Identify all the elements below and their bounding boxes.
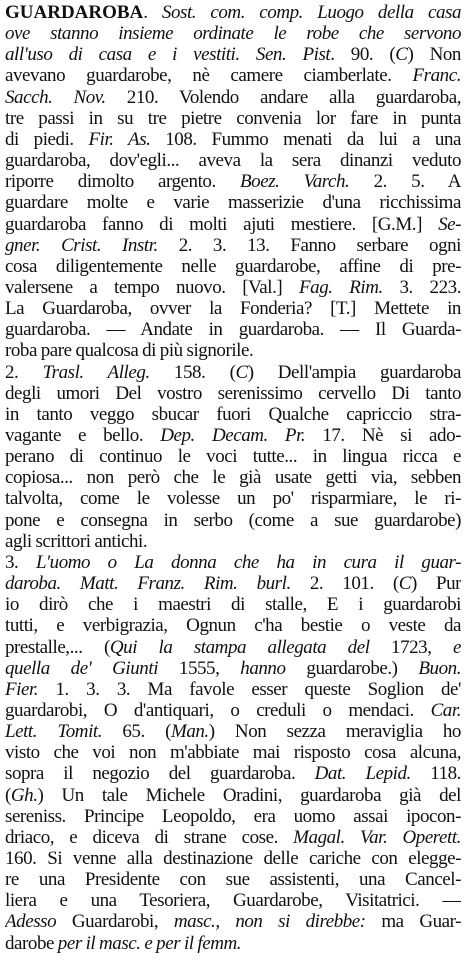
italic-text: quella de' Giunti	[5, 657, 159, 679]
text-run: io dirò che i maestri di stalle, E i guardarobi	[5, 594, 461, 616]
text-run: guardare molte e varie masserizie d'una ricchissima	[5, 192, 461, 214]
text-run: guardarobi, O d'antiquari, o creduli o mendaci.	[5, 699, 431, 721]
text-run: visto che voi non m'abbiate mai risposto cosa alcuna,	[5, 742, 461, 764]
headword: GUARDAROBA	[5, 2, 144, 23]
italic-text: hanno	[240, 657, 286, 679]
text-run: 3. 223.	[382, 276, 461, 298]
italic-text: Fier.	[5, 678, 39, 700]
italic-text: per il masc. e per il femm.	[57, 932, 242, 954]
text-run: 108. Fummo menati da lui a una	[150, 128, 461, 150]
italic-text: C	[235, 361, 248, 383]
italic-text: Man.	[170, 721, 209, 743]
text-run: avevano guardarobe, nè camere ciamberlate.	[5, 65, 413, 87]
text-run: 210. Volendo andare alla guardaroba,	[105, 86, 461, 108]
text-run: ) Un tale Michele Oradini, guardaroba già del	[37, 784, 461, 806]
italic-text: C	[398, 573, 411, 594]
text-run: 3.	[5, 551, 36, 573]
text-run: copiosa... non però che le già usate getti via, sebben	[5, 467, 461, 489]
italic-text: Franc.	[412, 65, 461, 87]
text-run: di piedi.	[5, 128, 89, 150]
text-run: prestalle,... (	[5, 636, 110, 658]
text-run: 65. (	[102, 721, 171, 743]
text-run: vagante e bello.	[5, 425, 161, 446]
italic-text: C	[395, 44, 408, 66]
text-run: ) Pur	[410, 573, 461, 594]
entry-line	[5, 932, 461, 956]
text-run: ) Non sezza meraviglia ho	[208, 721, 461, 743]
text-run: valersene a tempo nuovo. [Val.]	[5, 276, 299, 298]
text-run: cosa diligentemente nelle guardarobe, affine di pre-	[5, 255, 461, 277]
text-run: sereniss. Principe Leopoldo, era uomo assai ipocon-	[5, 805, 461, 827]
italic-text: ove stanno insieme ordinate le robe che servono	[5, 23, 461, 45]
italic-text: Fir. As.	[88, 128, 151, 150]
text-run: 1. 3. 3. Ma favole esser queste Soglion de'	[38, 678, 461, 700]
text-run: re una Presidente con sue assistenti, una Cancel-	[5, 869, 461, 891]
text-run: driaco, e diceva di strane cose.	[5, 826, 294, 848]
italic-text: L'uomo o La donna che ha in cura il guar-	[35, 551, 461, 573]
text-run: 1555,	[158, 657, 241, 679]
italic-text: Dat. Lepid.	[314, 763, 411, 785]
italic-text: Trasl. Alleg.	[42, 361, 150, 383]
italic-text: masc., non si direbbe:	[173, 911, 366, 933]
text-run: perano di continuo le voci tutte... in lingua ricca e	[5, 446, 461, 468]
text-run: ma Guar-	[365, 911, 461, 933]
text-run: 17. Nè si ado-	[305, 425, 461, 446]
text-run: degli umori Del vostro serenissimo cervello Di tanto	[5, 382, 461, 404]
text-run: roba pare qualcosa di più signorile.	[5, 340, 254, 362]
text-run: tre passi in su tre pietre convenia lor fare in punta	[5, 107, 461, 129]
text-run: ) Dell'ampia guardaroba	[247, 361, 461, 383]
text-run: riporre dimolto argento.	[5, 171, 241, 193]
italic-text: Boez. Varch.	[240, 171, 350, 193]
italic-text: Sacch. Nov.	[5, 86, 106, 108]
text-run: agli scrittori antichi.	[5, 530, 148, 552]
italic-text: Adesso	[5, 911, 57, 933]
italic-text: gner. Crist. Instr.	[5, 234, 158, 256]
italic-text: all'uso di casa e i vestiti. Sen. Pist	[5, 44, 331, 66]
text-run: .	[143, 2, 162, 23]
text-run: pone e consegna in serbo (come a sue guardarobe)	[5, 509, 461, 531]
text-run: guardaroba, dov'egli... aveva la sera dinanzi veduto	[5, 150, 461, 171]
text-run: 2.	[5, 361, 43, 383]
text-run: liera e una Tesoriera, Guardarobe, Visitatrici. —	[5, 890, 461, 912]
italic-text: Gh.	[10, 784, 38, 806]
text-run: guardarobe.)	[285, 657, 419, 679]
italic-text: Se-	[438, 213, 461, 235]
text-run: 2. 3. 13. Fanno serbare ogni	[157, 234, 461, 256]
text-run: darobe	[5, 932, 58, 954]
text-run: (	[5, 784, 11, 806]
text-run: La Guardaroba, ovver la Fonderia? [T.] Mettete in	[5, 298, 461, 320]
italic-text: Fag. Rim.	[298, 276, 383, 298]
italic-text: e	[453, 636, 461, 658]
text-run: 2. 5. A	[349, 171, 461, 193]
text-run: sopra il negozio del guardaroba.	[5, 763, 315, 785]
italic-text: Buon.	[418, 657, 461, 679]
text-run: tutti, e verbigrazia, Ognun c'ha bestie o veste da	[5, 615, 461, 637]
italic-text: Dep. Decam. Pr.	[160, 425, 306, 446]
italic-text: daroba. Matt. Franz. Rim. burl.	[5, 573, 291, 594]
italic-text: Sost. com. comp. Luogo della casa	[161, 2, 461, 23]
text-run: Guardarobi,	[56, 911, 174, 933]
italic-text: Lett. Tomit.	[5, 721, 103, 743]
text-run: . 90. (	[330, 44, 396, 66]
text-run: in tanto veggo sbucar fuori Qualche capriccio stra-	[5, 403, 461, 425]
text-run: 158. (	[149, 361, 236, 383]
italic-text: Magal. Var. Operett.	[293, 826, 461, 848]
text-run: 1723,	[369, 636, 454, 658]
text-run: guardaroba. — Andate in guardaroba. — Il Guarda-	[5, 319, 461, 341]
text-run: 2. 101. (	[290, 573, 399, 594]
text-run: talvolta, come le volesse un po' risparmiare, le ri-	[5, 488, 461, 510]
text-run: guardaroba fanno di molti ajuti mestiere. [G.M.]	[5, 213, 439, 235]
text-run: 118.	[410, 763, 461, 785]
italic-text: Qui la stampa allegata del	[109, 636, 370, 658]
text-run: ) Non	[407, 44, 461, 66]
italic-text: Car.	[430, 699, 461, 721]
text-run: 160. Si venne alla destinazione delle cariche con elegge-	[5, 848, 461, 869]
